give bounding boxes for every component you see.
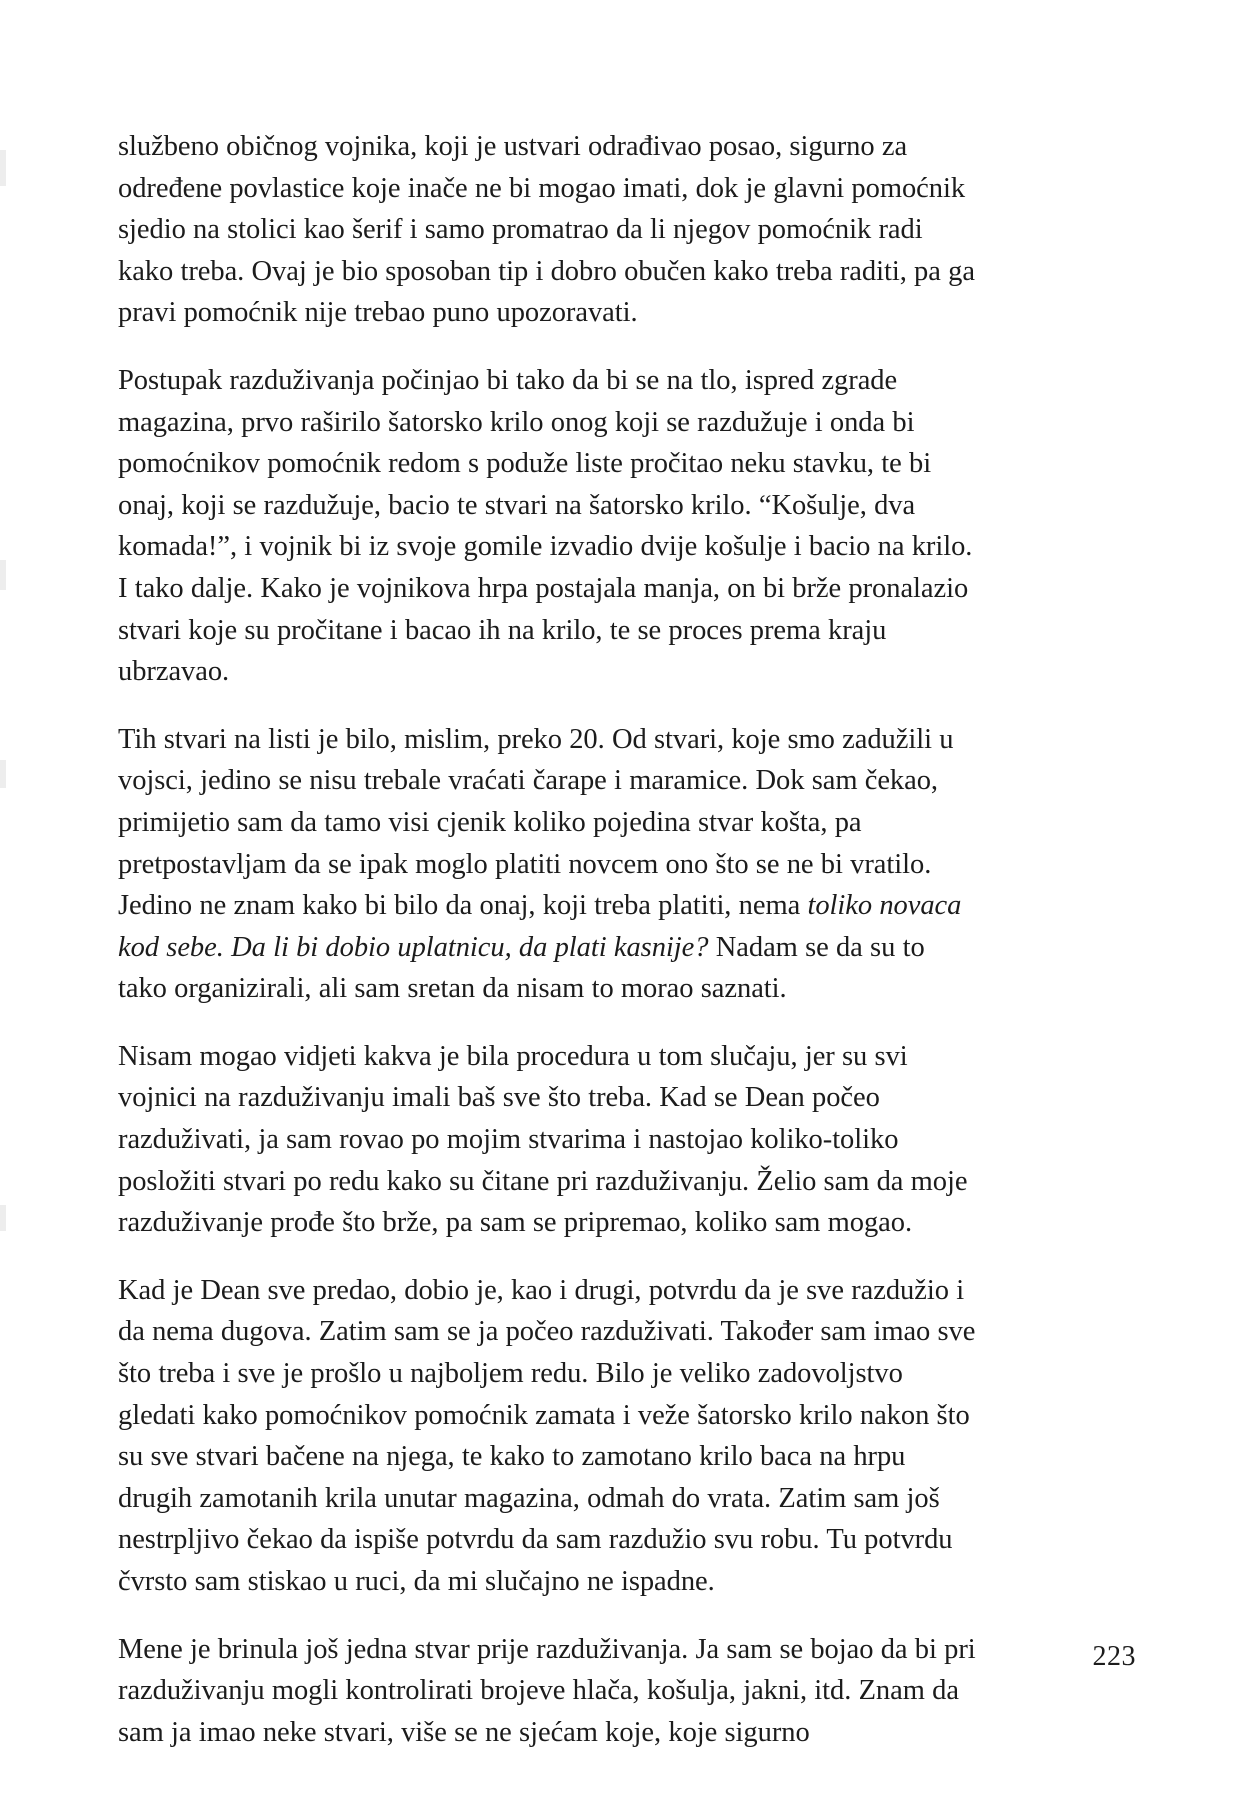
scan-edge-mark (0, 150, 6, 186)
page-number: 223 (1092, 1641, 1136, 1672)
scan-edge-mark (0, 1205, 6, 1231)
scan-edge-mark (0, 560, 6, 590)
paragraph-5 (118, 1270, 980, 1603)
paragraph-6 (118, 1629, 980, 1754)
text-run: službeno običnog vojnika, koji je ustvari odrađivao posao, sigurno za određene povlastice koje inače ne bi mogao imati, dok je glavni pomoćnik sjedio na stolici kao šerif i samo promatrao da li njegov pomoćnik radi kako treba. Ovaj je bio sposoban tip i dobro obučen kako treba raditi, pa ga pravi pomoćnik nije trebao puno upozoravati. (118, 131, 975, 329)
text-run: Mene je brinula još jedna stvar prije razduživanja. Ja sam se bojao da bi pri razduživanju mogli kontrolirati brojeve hlača, košulja, jakni, itd. Znam da sam ja imao neke stvari, više se ne sjećam koje, koje sigurno (118, 1633, 976, 1748)
paragraph-3 (118, 719, 980, 1010)
text-run: Postupak razduživanja počinjao bi tako da bi se na tlo, ispred zgrade magazina, prvo raširilo šatorsko krilo onog koji se razdužuje i onda bi pomoćnikov pomoćnik redom s poduže liste pročitao neku stavku, te bi onaj, koji se razdužuje, bacio te stvari na šatorsko krilo. “Košulje, dva komada!”, i vojnik bi iz svoje gomile izvadio dvije košulje i bacio na krilo. I tako dalje. Kako je vojnikova hrpa postajala manja, on bi brže pronalazio stvari koje su pročitane i bacao ih na krilo, te se proces prema kraju ubrzavao. (118, 364, 973, 688)
paragraph-1 (118, 126, 980, 334)
scan-edge-mark (0, 760, 6, 788)
text-run: Nisam mogao vidjeti kakva je bila procedura u tom slučaju, jer su svi vojnici na razduživanju imali baš sve što treba. Kad se Dean počeo razduživati, ja sam rovao po mojim stvarima i nastojao koliko-toliko posložiti stvari po redu kako su čitane pri razduživanju. Želio sam da moje razduživanje prođe što brže, pa sam se pripremao, koliko sam mogao. (118, 1040, 968, 1239)
text-run-italic: toliko novaca kod sebe. Da li bi dobio uplatnicu, da plati kasnije? (118, 890, 962, 963)
paragraph-4 (118, 1036, 980, 1244)
body-text-column (118, 126, 980, 1753)
text-run: Nadam se da su to tako organizirali, ali sam sretan da nisam to morao saznati. (118, 931, 925, 1005)
text-run: Kad je Dean sve predao, dobio je, kao i drugi, potvrdu da je sve razdužio i da nema dugova. Zatim sam se ja počeo razduživati. Također sam imao sve što treba i sve je prošlo u najboljem redu. Bilo je veliko zadovoljstvo gledati kako pomoćnikov pomoćnik zamata i veže šatorsko krilo nakon što su sve stvari bačene na njega, te kako to zamotano krilo baca na hrpu drugih zamotanih krila unutar magazina, odmah do vrata. Zatim sam još nestrpljivo čekao da ispiše potvrdu da sam razdužio svu robu. Tu potvrdu čvrsto sam stiskao u ruci, da mi slučajno ne ispadne. (118, 1274, 976, 1597)
text-run: Tih stvari na listi je bilo, mislim, preko 20. Od stvari, koje smo zadužili u vojsci, jedino se nisu trebale vraćati čarape i maramice. Dok sam čekao, primijetio sam da tamo visi cjenik koliko pojedina stvar košta, pa pretpostavljam da se ipak moglo platiti novcem ono što se ne bi vratilo. Jedino ne znam kako bi bilo da onaj, koji treba platiti, nema (118, 723, 954, 922)
paragraph-2 (118, 360, 980, 693)
